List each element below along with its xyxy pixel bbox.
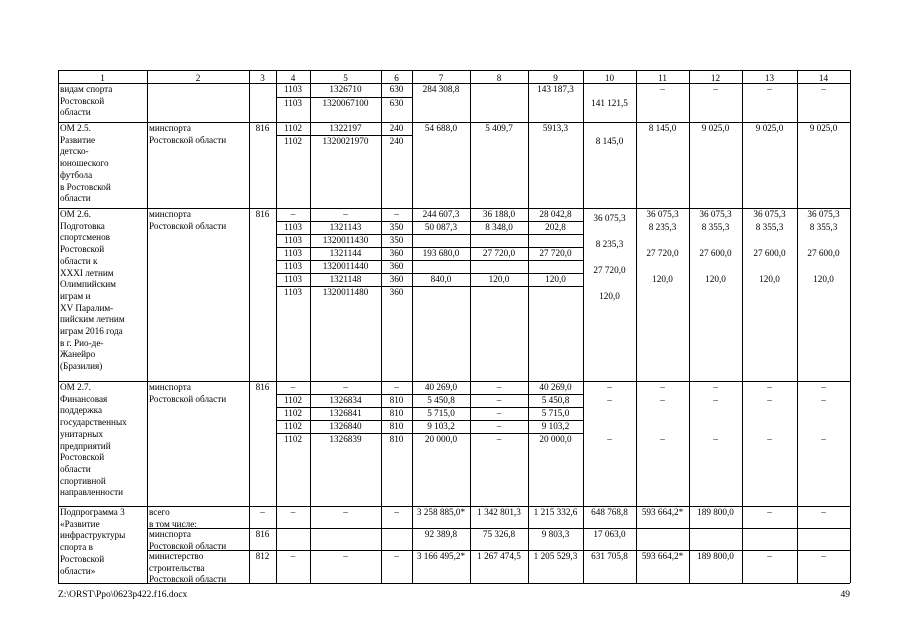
value-r3-3-c7: 193 680,0 [422, 248, 460, 258]
code-r4: 816 [255, 382, 270, 392]
value-r1-0-c5: 1326710 [329, 84, 362, 94]
value-r1-0-c4: 1103 [283, 84, 303, 94]
value-r4-3-c9: 9 103,2 [541, 421, 570, 431]
value-r4-4-c9: 20 000,0 [539, 434, 572, 444]
value-r5-0-c7: 3 258 885,0* [416, 507, 466, 517]
value-r2-1-c6: 240 [389, 136, 404, 146]
value-r4-4-c4: 1102 [283, 434, 303, 444]
value-r4-1-c12: – [713, 395, 718, 405]
value-r3-5-c9: 120,0 [545, 274, 566, 284]
value-r2-0-c5: 1322197 [329, 123, 362, 133]
sub-rule [381, 528, 412, 529]
header-col-13: 13 [764, 73, 775, 83]
value-r3-0-c12: 36 075,3 [699, 209, 732, 219]
header-col-6: 6 [394, 73, 399, 83]
sub-rule [528, 234, 583, 235]
value-r3-0-c14: 36 075,3 [807, 209, 840, 219]
value-r3-5-c7: 840,0 [430, 274, 452, 284]
value-r2-c12: 9 025,0 [701, 123, 730, 133]
value-r2-1-c4: 1102 [283, 136, 303, 146]
value-r5-0-c13: – [767, 507, 772, 517]
sub-rule [528, 286, 583, 287]
value-r3-0-c7: 244 607,3 [422, 209, 460, 219]
value-r4-3-c4: 1102 [283, 421, 303, 431]
value-r4-2-c7: 5 715,0 [427, 408, 455, 418]
value-r4-3-c5: 1326840 [329, 421, 362, 431]
row-label-r4: ОМ 2.7. Финансовая поддержка государственных унитарных предприятий Ростовской области спортивной направленности [60, 382, 127, 498]
value-r5-2-c10: 631 705,8 [591, 551, 628, 561]
value-r5-0-c3: – [260, 507, 265, 517]
value-r4-1-c8: – [496, 395, 502, 405]
value-r5-2-c13: – [767, 551, 772, 561]
value-r2-c14: 9 025,0 [809, 123, 838, 133]
value-r3-0-c8: 36 188,0 [482, 209, 516, 219]
value-r5-2-c2: министерство строительства Ростовской области [149, 551, 227, 585]
value-r3-3-c12: 27 600,0 [699, 248, 732, 258]
value-r3-0-c4: – [290, 209, 296, 219]
value-r4-0-c9: 40 269,0 [539, 382, 572, 392]
sub-rule [412, 234, 470, 235]
value-r5-0-c11: 593 664,2* [641, 507, 684, 517]
value-r4-0-c13: – [767, 382, 772, 392]
value-r3-4-c6: 360 [389, 261, 404, 271]
value-r4-1-c4: 1102 [283, 395, 303, 405]
value-r4-2-c4: 1102 [283, 408, 303, 418]
value-r4-4-c6: 810 [389, 434, 404, 444]
value-r2-1-c10: 8 145,0 [595, 136, 624, 146]
header-col-3: 3 [260, 73, 265, 83]
header-col-12: 12 [710, 73, 721, 83]
value-r3-2-c5: 1320011430 [322, 235, 369, 245]
value-r4-3-c7: 9 103,2 [427, 421, 455, 431]
value-r4-2-c6: 810 [389, 408, 404, 418]
value-r1-0-c6: 630 [389, 84, 404, 94]
value-r3-1-c13: 8 355,3 [755, 222, 784, 232]
value-r5-2-c6: – [394, 551, 399, 561]
header-col-9: 9 [553, 73, 558, 83]
value-r1-c11: – [660, 84, 665, 94]
value-r4-4-c13: – [767, 434, 772, 444]
value-r3-1-c12: 8 355,3 [701, 222, 730, 232]
value-r2-0-c7: 54 688,0 [424, 123, 458, 133]
value-r1-0-c7: 284 308,8 [422, 84, 460, 94]
value-r3-3-c14: 27 600,0 [807, 248, 840, 258]
value-r3-1-c9: 202,8 [545, 222, 566, 232]
value-r3-5-c5: 1321148 [329, 274, 362, 284]
value-r4-1-c5: 1326834 [329, 395, 362, 405]
value-r4-4-c8: – [496, 434, 502, 444]
sub-rule [470, 286, 528, 287]
value-r2-0-c9: 5913,3 [542, 123, 569, 133]
value-r3-5-c12: 120,0 [705, 274, 726, 284]
value-r4-3-c6: 810 [389, 421, 404, 431]
value-r1-1-c5: 1320067100 [322, 98, 369, 108]
executor-r3: минспорта Ростовской области [149, 209, 227, 231]
value-r3-3-c6: 360 [389, 248, 404, 258]
header-col-4: 4 [290, 73, 296, 83]
header-col-14: 14 [818, 73, 829, 83]
sub-rule [470, 260, 528, 261]
value-r4-0-c8: – [496, 382, 502, 392]
value-r3-3-c13: 27 600,0 [753, 248, 786, 258]
value-r3-1-c5: 1321143 [329, 222, 362, 232]
value-r4-2-c9: 5 715,0 [541, 408, 570, 418]
value-r4-4-c10: – [607, 434, 612, 444]
code-r2: 816 [255, 123, 270, 133]
value-r1-1-c4: 1103 [283, 98, 303, 108]
executor-r4: минспорта Ростовской области [149, 382, 227, 404]
value-r1-c13: – [767, 84, 772, 94]
value-r5-1-c7: 92 389,8 [424, 529, 458, 539]
value-r4-1-c11: – [660, 395, 665, 405]
value-r3-0-c10: 36 075,3 [593, 213, 626, 223]
value-r5-2-c11: 593 664,2* [641, 551, 684, 561]
value-r2-c11: 8 145,0 [648, 123, 677, 133]
header-col-1: 1 [100, 73, 105, 83]
value-r1-1-c10: 141 121,5 [591, 98, 628, 108]
value-r3-3-c8: 27 720,0 [482, 248, 516, 258]
value-r5-2-c12: 189 800,0 [697, 551, 734, 561]
value-r3-3-c4: 1103 [283, 248, 303, 258]
value-r5-2-c9: 1 205 529,3 [533, 551, 578, 561]
value-r3-1-c14: 8 355,3 [809, 222, 838, 232]
value-r4-4-c14: – [821, 434, 826, 444]
value-r5-2-c8: 1 267 474,5 [477, 551, 521, 561]
value-r3-3-c9: 27 720,0 [539, 248, 572, 258]
value-r3-2-c10: 8 235,3 [595, 239, 624, 249]
sub-rule [310, 528, 381, 529]
value-r3-6-c6: 360 [389, 287, 404, 297]
value-r1-c12: – [713, 84, 718, 94]
value-r5-0-c4: – [290, 507, 296, 517]
sub-rule [797, 528, 850, 529]
value-r4-4-c7: 20 000,0 [424, 434, 458, 444]
value-r4-0-c11: – [660, 382, 665, 392]
row-label-r3: ОМ 2.6. Подготовка спортсменов Ростовской области к XXXI летним Олимпийским играм и XV Паралим- пийским летним играм 2016 года в г. Рио-де- Жанейро (Бразилия) [60, 209, 125, 372]
value-r2-0-c8: 5 409,7 [485, 123, 513, 133]
value-r4-1-c13: – [767, 395, 772, 405]
sub-rule [276, 528, 310, 529]
value-r3-4-c10: 27 720,0 [593, 265, 626, 275]
value-r3-0-c6: – [394, 209, 399, 219]
sub-rule [528, 260, 583, 261]
sub-rule [742, 528, 797, 529]
value-r3-2-c6: 350 [389, 235, 404, 245]
value-r3-5-c4: 1103 [283, 274, 303, 284]
value-r1-0-c9: 143 187,3 [537, 84, 574, 94]
value-r4-1-c6: 810 [389, 395, 404, 405]
value-r5-0-c8: 1 342 801,3 [477, 507, 521, 517]
value-r3-0-c5: – [343, 209, 348, 219]
value-r4-2-c5: 1326841 [329, 408, 362, 418]
sub-rule [412, 260, 470, 261]
value-r3-1-c6: 350 [389, 222, 404, 232]
value-r5-2-c14: – [821, 551, 826, 561]
value-r5-0-c9: 1 215 332,6 [533, 507, 578, 517]
value-r3-4-c5: 1320011440 [322, 261, 369, 271]
header-col-10: 10 [604, 73, 615, 83]
row-label-r5: Подпрограмма 3 «Развитие инфраструктуры спорта в Ростовской области» [60, 507, 126, 576]
value-r1-c14: – [821, 84, 826, 94]
value-r5-2-c7: 3 166 495,2* [416, 551, 466, 561]
value-r4-1-c14: – [821, 395, 826, 405]
value-r3-5-c6: 360 [389, 274, 404, 284]
value-r2-c13: 9 025,0 [755, 123, 784, 133]
value-r3-6-c5: 1320011480 [322, 287, 369, 297]
value-r3-3-c11: 27 720,0 [646, 248, 679, 258]
value-r5-0-c6: – [394, 507, 399, 517]
file-path: Z:\ORST\Ppo\0623p422.f16.docx [58, 590, 188, 600]
value-r4-1-c7: 5 450,8 [427, 395, 455, 405]
value-r5-0-c2: всего в том числе: [149, 507, 197, 529]
value-r4-0-c7: 40 269,0 [424, 382, 458, 392]
value-r3-5-c11: 120,0 [652, 274, 673, 284]
sub-rule [689, 528, 742, 529]
value-r2-1-c5: 1320021970 [322, 136, 369, 146]
value-r5-1-c9: 9 803,3 [541, 529, 570, 539]
value-r5-0-c14: – [821, 507, 826, 517]
value-r3-5-c13: 120,0 [759, 274, 780, 284]
value-r4-0-c10: – [607, 382, 612, 392]
value-r4-0-c4: – [290, 382, 296, 392]
value-r5-1-c3: 816 [255, 529, 270, 539]
value-r4-4-c12: – [713, 434, 718, 444]
value-r5-2-c3: 812 [255, 551, 270, 561]
value-r3-1-c7: 50 087,3 [424, 222, 458, 232]
header-col-8: 8 [496, 73, 502, 83]
header-col-2: 2 [195, 73, 201, 83]
row-label-r1: видам спорта Ростовской области [60, 84, 113, 118]
page-number: 49 [840, 590, 850, 600]
value-r3-3-c5: 1321144 [329, 248, 362, 258]
value-r3-5-c8: 120,0 [488, 274, 510, 284]
value-r5-0-c5: – [343, 507, 348, 517]
table-top-border [58, 70, 850, 71]
value-r3-6-c4: 1103 [283, 287, 303, 297]
value-r3-1-c11: 8 235,3 [648, 222, 677, 232]
value-r3-1-c4: 1103 [283, 222, 303, 232]
value-r4-4-c11: – [660, 434, 665, 444]
value-r4-0-c6: – [394, 382, 399, 392]
value-r3-5-c14: 120,0 [813, 274, 834, 284]
header-col-7: 7 [438, 73, 444, 83]
header-col-5: 5 [343, 73, 348, 83]
value-r5-0-c12: 189 800,0 [697, 507, 734, 517]
value-r4-3-c8: – [496, 421, 502, 431]
header-col-11: 11 [658, 73, 667, 83]
value-r3-6-c10: 120,0 [599, 291, 620, 301]
value-r3-4-c4: 1103 [283, 261, 303, 271]
value-r3-0-c13: 36 075,3 [753, 209, 786, 219]
value-r2-0-c4: 1102 [283, 123, 303, 133]
sub-rule [636, 528, 689, 529]
value-r3-0-c11: 36 075,3 [646, 209, 679, 219]
value-r4-0-c12: – [713, 382, 718, 392]
value-r4-2-c8: – [496, 408, 502, 418]
value-r4-0-c14: – [821, 382, 826, 392]
value-r5-0-c10: 648 768,8 [591, 507, 628, 517]
value-r5-1-c10: 17 063,0 [593, 529, 626, 539]
value-r1-1-c6: 630 [389, 98, 404, 108]
value-r3-0-c9: 28 042,8 [539, 209, 572, 219]
value-r5-2-c4: – [290, 551, 296, 561]
executor-r2: минспорта Ростовской области [149, 123, 227, 145]
value-r3-1-c8: 8 348,0 [485, 222, 513, 232]
value-r2-0-c6: 240 [389, 123, 404, 133]
value-r4-0-c5: – [343, 382, 348, 392]
value-r4-4-c5: 1326839 [329, 434, 362, 444]
sub-rule [470, 234, 528, 235]
row-label-r2: ОМ 2.5. Развитие детско- юношеского футбола в Ростовской области [60, 123, 111, 204]
value-r4-1-c10: – [607, 395, 612, 405]
value-r4-1-c9: 5 450,8 [541, 395, 570, 405]
column-line-14 [850, 70, 851, 583]
sub-rule [412, 286, 470, 287]
value-r5-2-c5: – [343, 551, 348, 561]
value-r3-2-c4: 1103 [283, 235, 303, 245]
value-r5-1-c8: 75 326,8 [482, 529, 516, 539]
value-r5-1-c2: минспорта Ростовской области [149, 529, 227, 551]
code-r3: 816 [255, 209, 270, 219]
